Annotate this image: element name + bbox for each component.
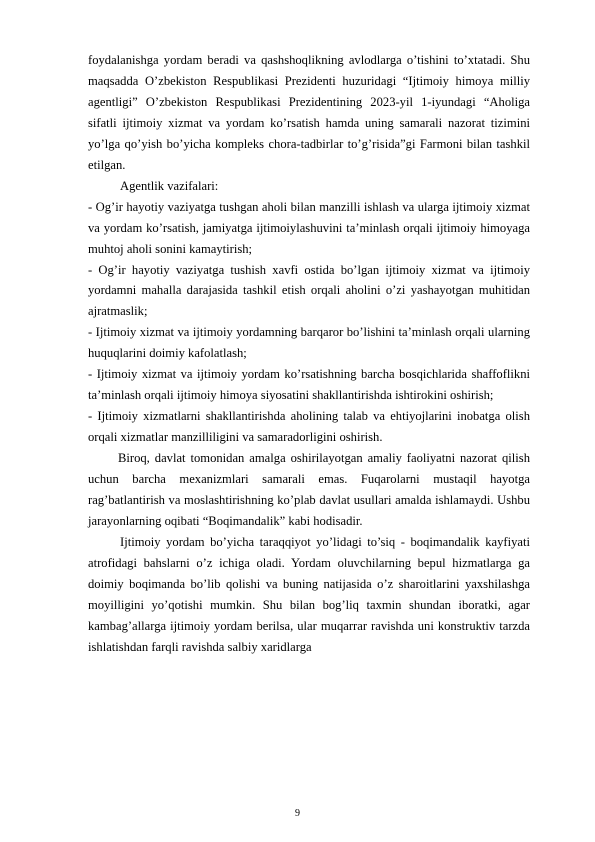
paragraph-intro-continuation: foydalanishga yordam beradi va qashshoqlikning avlodlarga o’tishini to’xtatadi. Shu maqsadda O’zbekiston Respublikasi Prezidenti huzuridagi “Ijtimoiy himoya milliy agentligi” O’zbekiston Respublikasi Prezidentining 2023-yil 1-iyundagi “Aholiga sifatli ijtimoiy xizmat va yordam ko’rsatish hamda uning samarali nazorat tizimini yo’lga qo’yish bo’yicha kompleks chora-tadbirlar to’g’risida”gi Farmoni bilan tashkil etilgan. — [88, 53, 530, 172]
list-item-task-1: - Og’ir hayotiy vaziyatga tushgan aholi bilan manzilli ishlash va ularga ijtimoiy xizmat va yordam ko’rsatish, jamiyatga ijtimoiylashuvini ta’minlash orqali ijtimoiy himoyaga muhtoj aholi sonini kamaytirish; — [88, 199, 530, 256]
paragraph-dependency: Ijtimoiy yordam bo’yicha taraqqiyot yo’lidagi to’siq - boqimandalik kayfiyati atrofidagi bahslarni o’z ichiga oladi. Yordam oluvchilarning bepul hizmatlarga ga doimiy boqimanda bo’lib qolishi va buning natijasida o’z sharoitlarini yaxshilashga moyilligini yo’qotishi mumkin. Shu bilan bog’liq taxmin shundan iboratki, agar kambag’allarga ijtimoiy yordam berilsa, ular muqarrar ravishda uni konstruktiv tarzda ishlatishdan farqli ravishda salbiy xaridlarga — [88, 534, 530, 654]
list-item-task-3: - Ijtimoiy xizmat va ijtimoiy yordamning barqaror bo’lishini ta’minlash orqali ularning huquqlarini doimiy kafolatlash; — [88, 325, 530, 361]
list-item-task-4: - Ijtimoiy xizmat va ijtimoiy yordam ko’rsatishning barcha bosqichlarida shaffoflikni ta’minlash orqali ijtimoiy himoya siyosatini shakllantirishda ishtirokini oshirish; — [88, 367, 530, 403]
list-item-task-2: - Og’ir hayotiy vaziyatga tushish xavfi ostida bo’lgan ijtimoiy xizmat va ijtimoiy yordamni mahalla darajasida tashkil etish orqali aholini o’zi yashayotgan muhitidan ajratmaslik; — [88, 262, 530, 319]
page-body — [88, 50, 530, 658]
paragraph-however: Biroq, davlat tomonidan amalga oshirilayotgan amaliy faoliyatni nazorat qilish uchun barcha mexanizmlari samarali emas. Fuqarolarni mustaqil hayotga rag’batlantirish va moslashtirishning ko’plab davlat usullari amalda ishlamaydi. Ushbu jarayonlarning oqibati “Boqimandalik” kabi hodisadir. — [88, 451, 530, 528]
list-item-task-5: - Ijtimoiy xizmatlarni shakllantirishda aholining talab va ehtiyojlarini inobatga olish orqali xizmatlar manzilliligini va samaradorligini oshirish. — [88, 409, 530, 445]
page-number: 9 — [295, 808, 300, 819]
paragraph-agency-tasks-heading: Agentlik vazifalari: — [120, 178, 219, 193]
